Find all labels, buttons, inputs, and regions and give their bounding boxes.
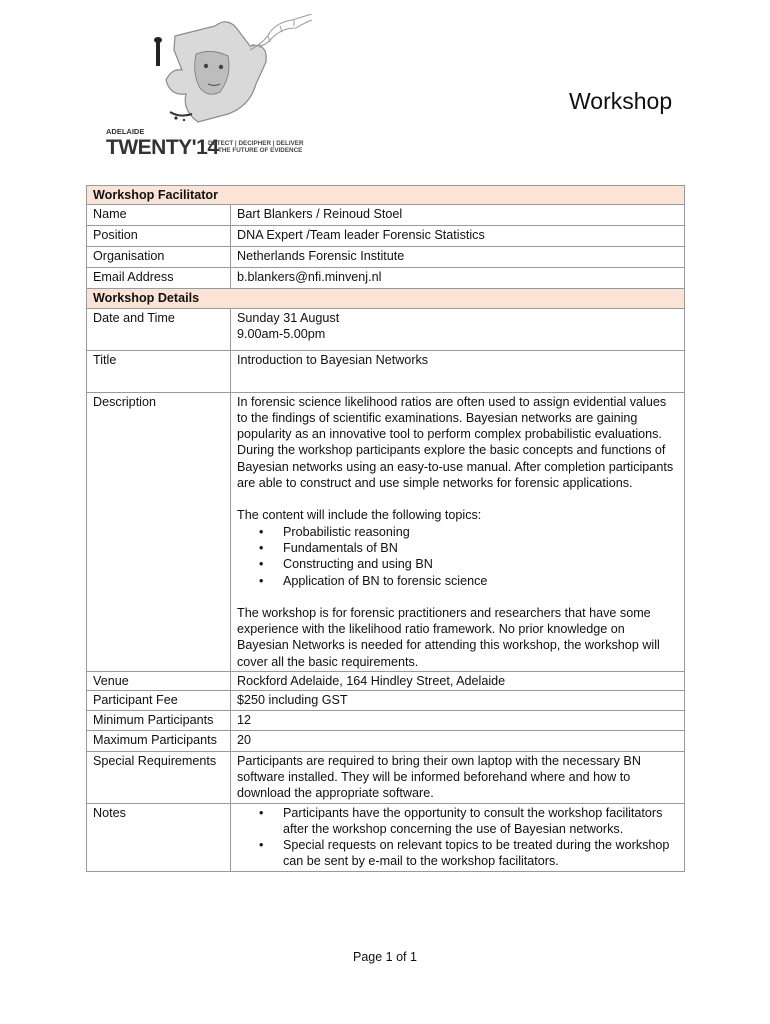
time-line: 9.00am-5.00pm xyxy=(237,326,326,341)
name-label: Name xyxy=(87,205,231,226)
organisation-label: Organisation xyxy=(87,247,231,268)
notes-value xyxy=(231,803,685,871)
table-row xyxy=(87,308,685,350)
title-value: Introduction to Bayesian Networks xyxy=(231,350,685,392)
position-label: Position xyxy=(87,226,231,247)
max-participants-label: Maximum Participants xyxy=(87,730,231,751)
page-number: Page 1 of 1 xyxy=(353,950,417,964)
venue-label: Venue xyxy=(87,672,231,691)
details-section-title: Workshop Details xyxy=(87,289,685,308)
list-item: • Fundamentals of BN xyxy=(283,540,678,556)
table-row xyxy=(87,803,685,871)
logo-city: ADELAIDE xyxy=(106,127,145,136)
logo-tagline-2: THE FUTURE OF EVIDENCE xyxy=(218,147,303,154)
description-label: Description xyxy=(87,392,231,671)
venue-value: Rockford Adelaide, 164 Hindley Street, Adelaide xyxy=(231,672,685,691)
document-title: Workshop xyxy=(569,88,673,114)
table-row xyxy=(87,672,685,691)
special-requirements-value: Participants are required to bring their own laptop with the necessary BN software installed. They will be informed beforehand where and how to download the appropriate software. xyxy=(231,751,685,803)
list-item: • Application of BN to forensic science xyxy=(283,573,678,589)
name-value: Bart Blankers / Reinoud Stoel xyxy=(231,205,685,226)
description-paragraph-1: In forensic science likelihood ratios are often used to assign evidential values to the findings of scientific examinations. Bayesian networks are gaining popularity as an innovative tool to perform complex probabilistic evaluations. During the workshop participants explore the basic concepts and functions of Bayesian networks using an easy-to-use manual. After completion participants are able to construct and use simple networks for forensic applications. xyxy=(237,394,674,491)
notes-label: Notes xyxy=(87,803,231,871)
min-participants-value: 12 xyxy=(231,710,685,730)
list-item: • Probabilistic reasoning xyxy=(283,524,678,540)
title-label: Title xyxy=(87,350,231,392)
special-requirements-label: Special Requirements xyxy=(87,751,231,803)
dna-helix-icon xyxy=(250,14,312,50)
fee-label: Participant Fee xyxy=(87,691,231,710)
fee-value: $250 including GST xyxy=(231,691,685,710)
email-label: Email Address xyxy=(87,268,231,289)
description-paragraph-2: The content will include the following topics: xyxy=(237,508,482,523)
date-value xyxy=(231,308,685,350)
workshop-form-table xyxy=(86,185,685,872)
table-row xyxy=(87,226,685,247)
table-row xyxy=(87,205,685,226)
min-participants-label: Minimum Participants xyxy=(87,710,231,730)
table-row xyxy=(87,730,685,751)
adelaide-twenty14-logo xyxy=(100,14,330,164)
max-participants-value: 20 xyxy=(231,730,685,751)
date-label: Date and Time xyxy=(87,308,231,350)
facilitator-section-header xyxy=(87,186,685,205)
organisation-value: Netherlands Forensic Institute xyxy=(231,247,685,268)
date-line: Sunday 31 August xyxy=(237,310,340,325)
table-row xyxy=(87,392,685,671)
description-value xyxy=(231,392,685,671)
logo-wordmark: TWENTY'14 xyxy=(106,136,219,159)
email-value[interactable]: b.blankers@nfi.minvenj.nl xyxy=(231,268,685,289)
table-row xyxy=(87,350,685,392)
table-row xyxy=(87,691,685,710)
details-section-header xyxy=(87,289,685,308)
table-row xyxy=(87,710,685,730)
list-item: • Constructing and using BN xyxy=(283,556,678,572)
puzzle-face-icon xyxy=(154,22,266,122)
table-row xyxy=(87,751,685,803)
description-paragraph-3: The workshop is for forensic practitioners and researchers that have some experience with the likelihood ratio framework. No prior knowledge on Bayesian Networks is needed for attending this workshop, the workshop will cover all the basic requirements. xyxy=(237,605,660,669)
list-item: • Special requests on relevant topics to be treated during the workshop can be sent by e-mail to the workshop facilitators. xyxy=(283,837,678,870)
position-value: DNA Expert /Team leader Forensic Statistics xyxy=(231,226,685,247)
logo-tagline-1: DETECT | DECIPHER | DELIVER xyxy=(208,140,304,147)
facilitator-section-title: Workshop Facilitator xyxy=(87,186,685,205)
list-item: • Participants have the opportunity to consult the workshop facilitators after the workshop concerning the use of Bayesian networks. xyxy=(283,805,678,838)
table-row xyxy=(87,268,685,289)
topics-list xyxy=(237,524,678,589)
notes-list xyxy=(237,805,678,870)
table-row xyxy=(87,247,685,268)
